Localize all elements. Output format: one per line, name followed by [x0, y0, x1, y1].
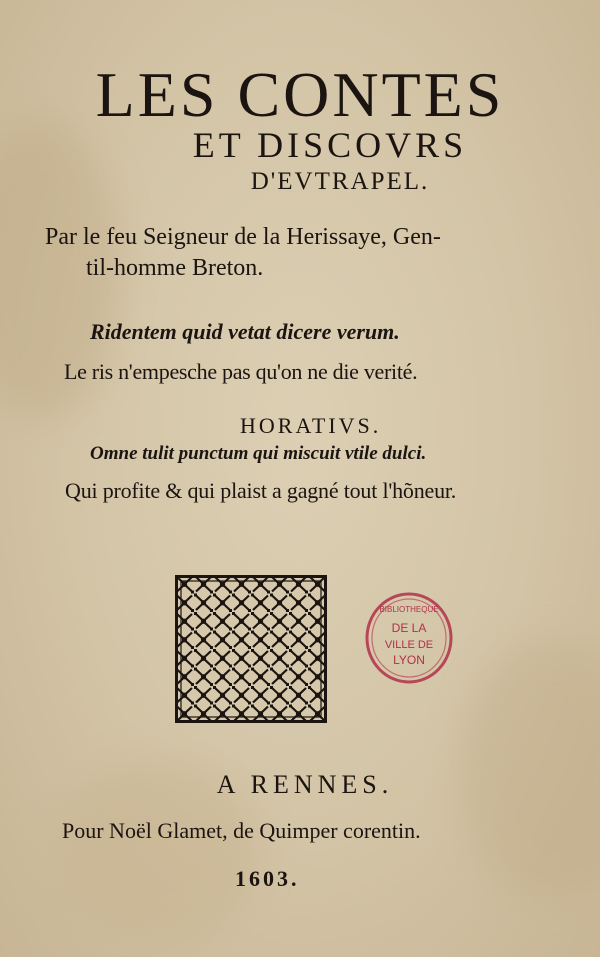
imprint-city: A RENNES.: [216, 770, 394, 799]
horatius-name: HORATIVS.: [240, 413, 382, 438]
title-line-2: ET DISCOVRS: [192, 125, 468, 165]
stamp-line-2: DE LA: [391, 621, 427, 635]
motto-latin: Ridentem quid vetat dicere verum.: [90, 319, 400, 344]
title-line-1: LES CONTES: [95, 59, 505, 130]
stamp-line-4: LYON: [393, 653, 425, 667]
motto-french: Le ris n'empesche pas qu'on ne die verité.: [64, 359, 418, 384]
imprint-year: 1603.: [235, 866, 300, 891]
author-line-1: Par le feu Seigneur de la Herissaye, Gen-: [45, 224, 441, 250]
title-line-3: D'EVTRAPEL.: [250, 168, 430, 195]
printer-ornament: [175, 575, 327, 723]
author-line-2: til-homme Breton.: [86, 255, 264, 281]
horatius-latin: Omne tulit punctum qui miscuit vtile dulci.: [90, 443, 427, 464]
horatius-french: Qui profite & qui plaist a gagné tout l'hõneur.: [65, 478, 457, 503]
imprint-printer: Pour Noël Glamet, de Quimper corentin.: [62, 818, 421, 843]
stamp-line-1: BIBLIOTHEQUE: [379, 605, 439, 614]
library-stamp: [363, 590, 455, 686]
stamp-line-3: VILLE DE: [384, 639, 434, 651]
paper-stain: [460, 640, 600, 900]
